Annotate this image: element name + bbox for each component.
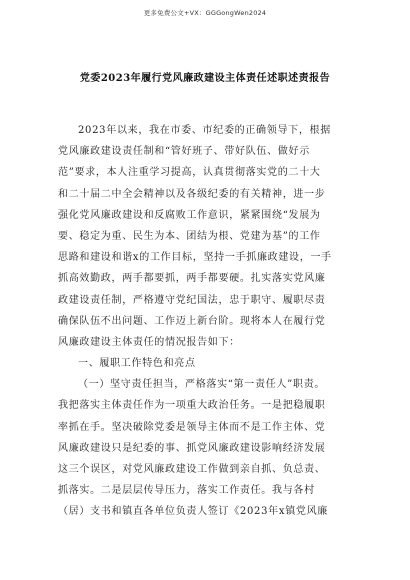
body-line: 和二十届二中全会精神以及各级纪委的有关精神，进一步 — [58, 188, 326, 200]
body-line: 抓落实。二是层层传导压力，落实工作责任。我与各村 — [58, 485, 315, 497]
body-line: 党风廉政建设责任制和“管好班子、带好队伍、做好示 — [58, 146, 310, 158]
body-line: 要、稳定为重、民生为本、团结为根、党建为基”的工作 — [58, 230, 321, 242]
body-line: 率抓在手。坚决破除党委是领导主体而不是工作主体、党 — [58, 421, 326, 433]
body-line: 2023年以来，我在市委、市纪委的正确领导下，根据 — [78, 125, 331, 136]
section-heading: 一、履职工作特色和亮点 — [78, 358, 196, 370]
document-body — [58, 120, 358, 523]
body-line: 思路和建设和谐x的工作目标，坚持一手抓廉政建设，一手 — [58, 252, 332, 264]
body-line: （居）支书和镇直各单位负责人签订《2023年x镇党风廉 — [58, 506, 328, 518]
body-line: 这三个误区，对党风廉政建设工作做到亲自抓、负总责、 — [58, 464, 326, 475]
body-line: 风廉政建设只是纪委的事、抓党风廉政建设影响经济发展 — [58, 442, 326, 454]
body-line: 政建设责任制，严格遵守党纪国法，忠于职守、履职尽责 — [58, 294, 326, 306]
body-line: 抓高效勤政，两手都要抓，两手都要硬。扎实落实党风廉 — [58, 273, 326, 285]
header-watermark: 更多免费公文+VX：GGGongWen2024 — [143, 9, 267, 17]
body-line: 强化党风廉政建设和反腐败工作意识，紧紧围绕“发展为 — [58, 209, 321, 221]
body-line: 我把落实主体责任作为一项重大政治任务。一是把稳履职 — [58, 400, 326, 412]
subsection-heading: （一）坚守责任担当，严格落实“第一责任人”职责。 — [78, 379, 326, 391]
body-line: 范”要求，本人注重学习提高，认真贯彻落实党的二十大 — [58, 167, 321, 179]
body-line: 风廉政建设主体责任的情况报告如下： — [58, 336, 240, 348]
document-title: 党委2023年履行党风廉政建设主体责任述职述责报告 — [79, 73, 331, 84]
body-line: 确保队伍不出问题、工作迈上新台阶。现将本人在履行党 — [58, 315, 326, 327]
